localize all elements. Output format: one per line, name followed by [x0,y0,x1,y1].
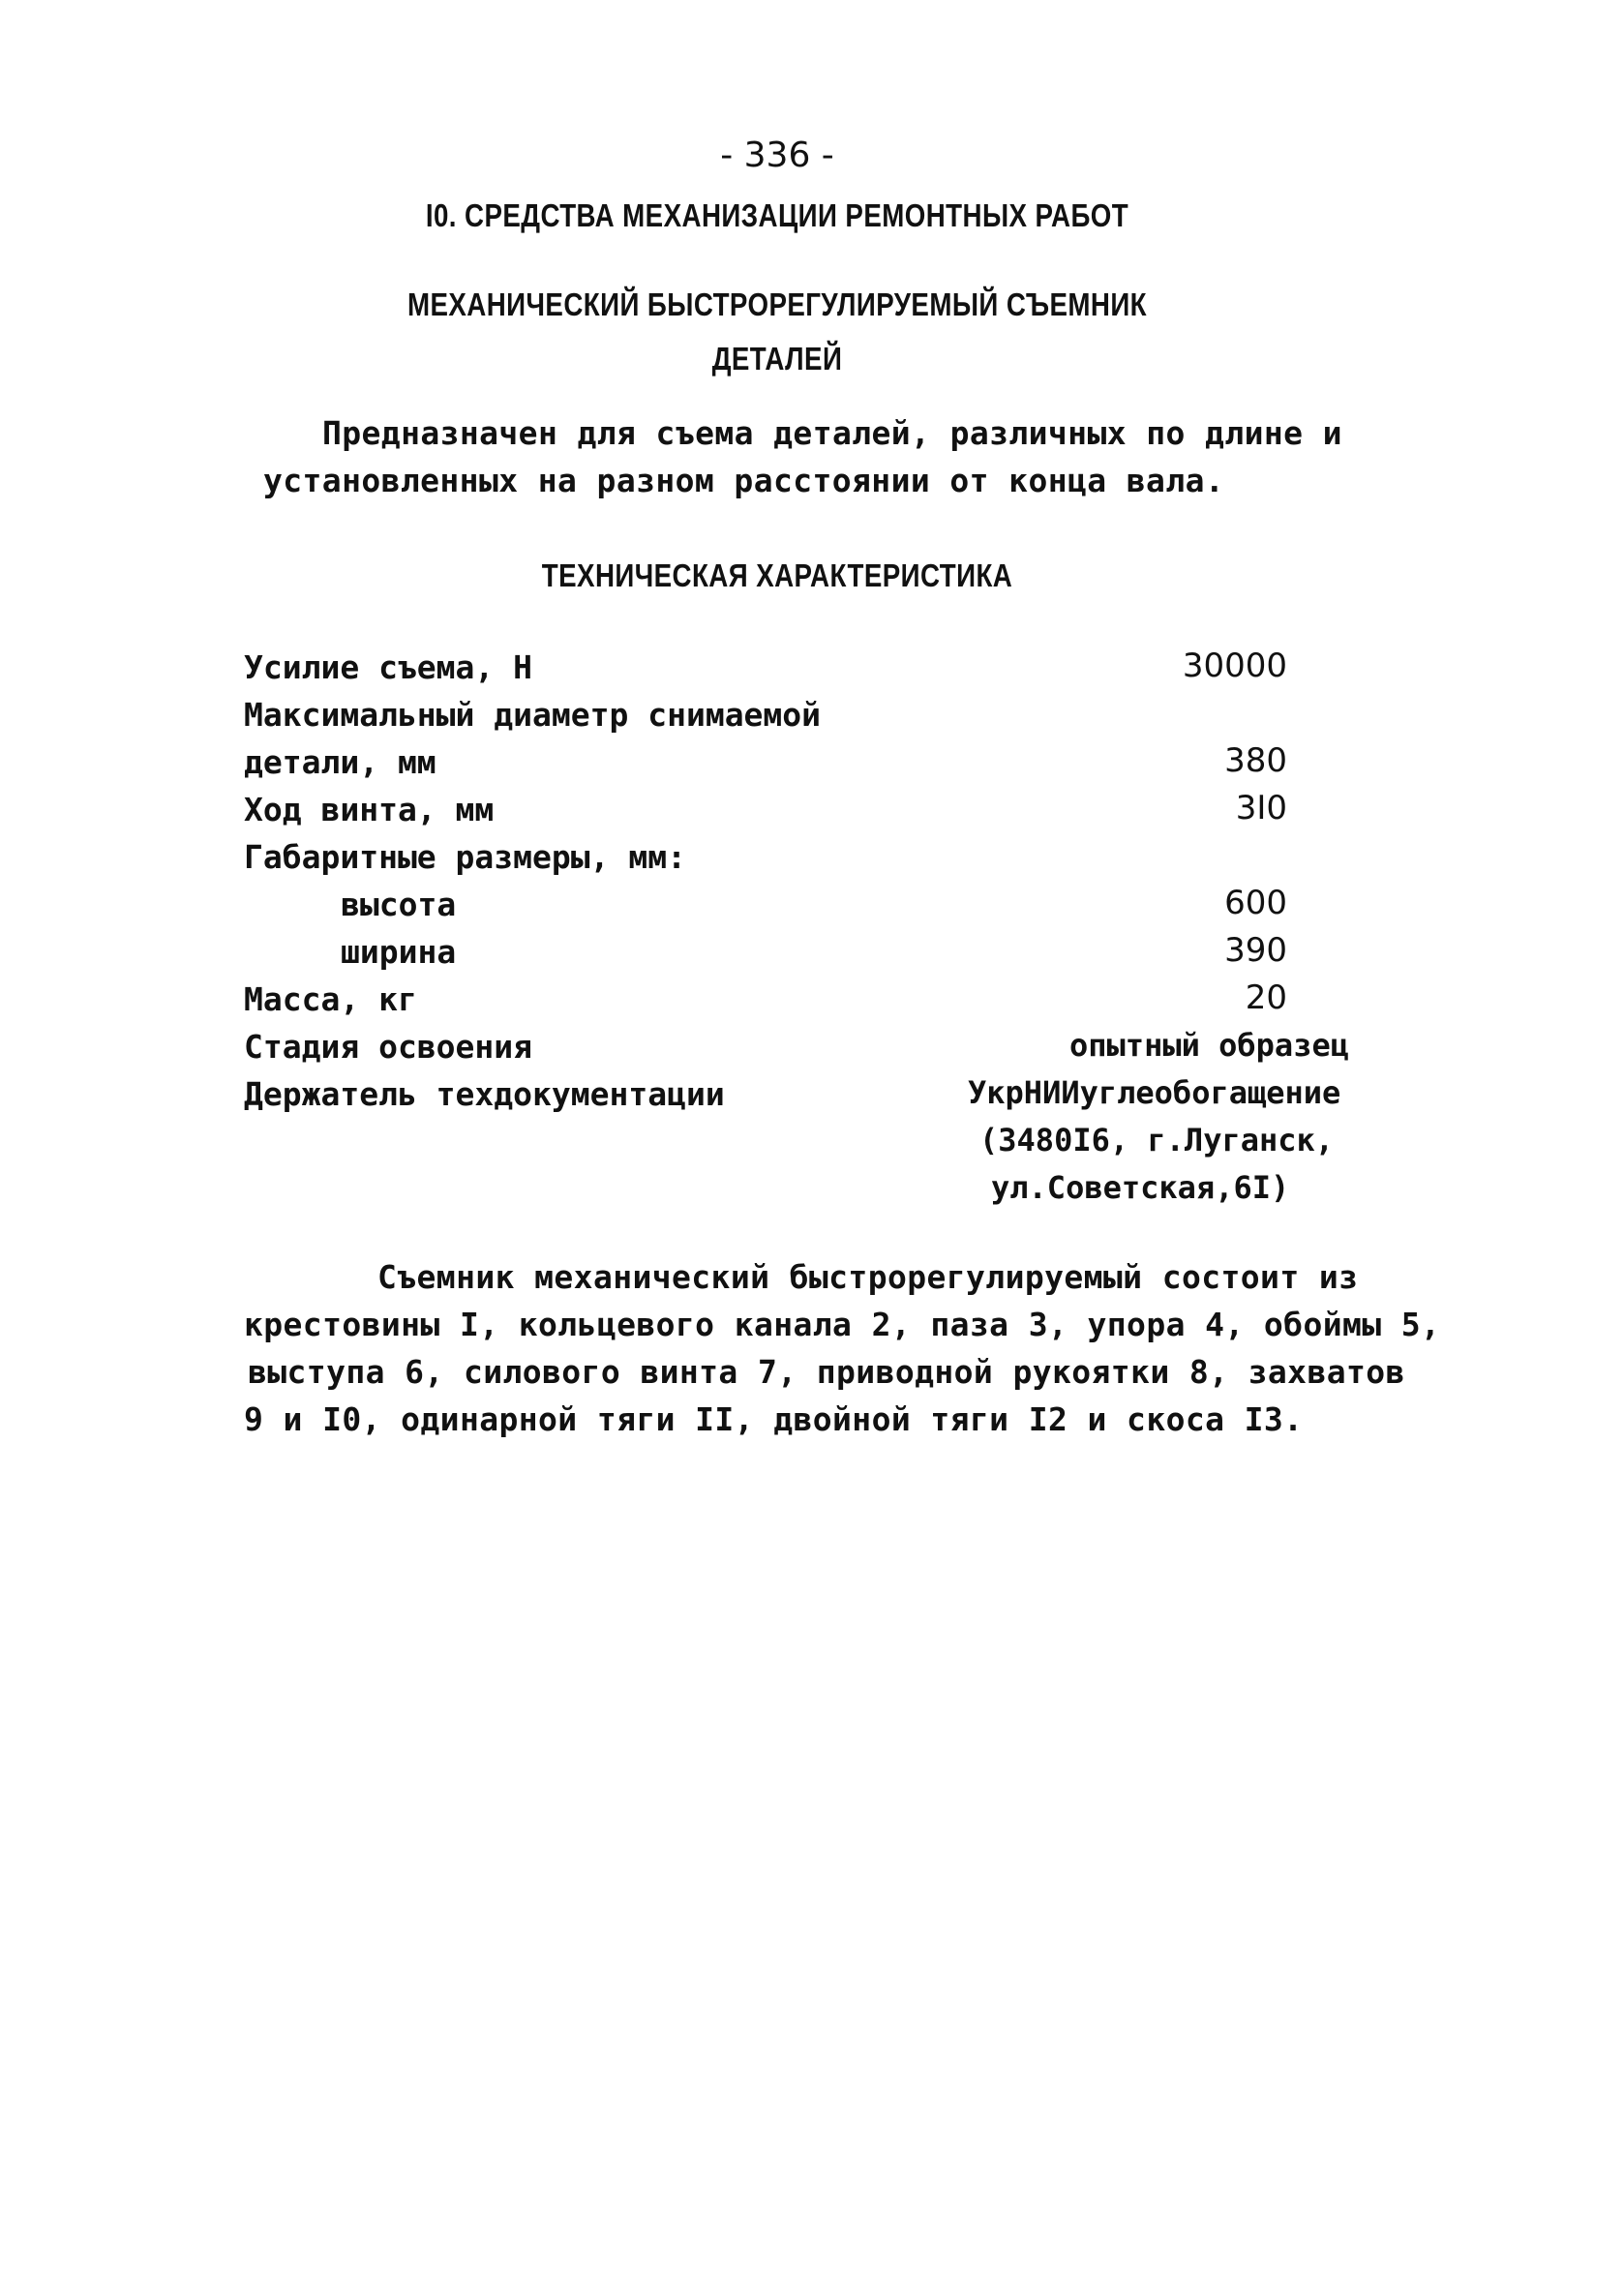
spec-label-mass: Масса, кг [244,980,417,1018]
spec-label-force: Усилие съема, Н [244,648,533,686]
spec-label-dimensions: Габаритные размеры, мм: [244,838,686,876]
spec-value-height: 600 [1224,884,1287,922]
section-title: I0. СРЕДСТВА МЕХАНИЗАЦИИ РЕМОНТНЫХ РАБОТ [425,197,1129,233]
spec-value-stage: опытный образец [1069,1027,1349,1064]
description-line-1: Съемник механический быстрорегулируемый состоит из [377,1258,1359,1296]
spec-label-width: ширина [341,933,457,971]
spec-label-stage: Стадия освоения [244,1028,533,1066]
page-number: - 336 - [720,135,834,175]
spec-label-diameter-2: детали, мм [244,743,436,781]
purpose-line-1: Предназначен для съема деталей, различных по длине и [322,414,1342,452]
spec-label-stroke: Ход винта, мм [244,791,495,828]
spec-value-stroke: 3I0 [1235,789,1287,827]
description-line-2: крестовины I, кольцевого канала 2, паза 3, упора 4, обоймы 5, [244,1306,1441,1343]
device-title-line-1: МЕХАНИЧЕСКИЙ БЫСТРОРЕГУЛИРУЕМЫЙ СЪЕМНИК [406,286,1148,322]
spec-value-diameter: 380 [1224,741,1287,780]
spec-label-diameter-1: Максимальный диаметр снимаемой [244,696,822,734]
spec-value-width: 390 [1224,931,1287,970]
purpose-line-2: установленных на разном расстоянии от конца вала. [263,462,1225,499]
spec-value-force: 30000 [1182,647,1287,685]
spec-value-holder-3: ул.Советская,6I) [991,1169,1290,1206]
spec-value-mass: 20 [1245,978,1287,1017]
device-title-line-2: ДЕТАЛЕЙ [711,341,843,376]
spec-value-holder-1: УкрНИИуглеобогащение [968,1074,1341,1111]
spec-label-holder: Держатель техдокументации [244,1075,725,1113]
spec-value-holder-2: (3480I6, г.Луганск, [979,1122,1335,1158]
device-title [124,278,1429,386]
description-line-4: 9 и I0, одинарной тяги II, двойной тяги I2 и скоса I3. [244,1400,1304,1438]
spec-title: ТЕХНИЧЕСКАЯ ХАРАКТЕРИСТИКА [541,557,1013,593]
description-line-3: выступа 6, силового винта 7, приводной рукоятки 8, захватов [248,1353,1405,1391]
spec-label-height: высота [341,886,457,923]
